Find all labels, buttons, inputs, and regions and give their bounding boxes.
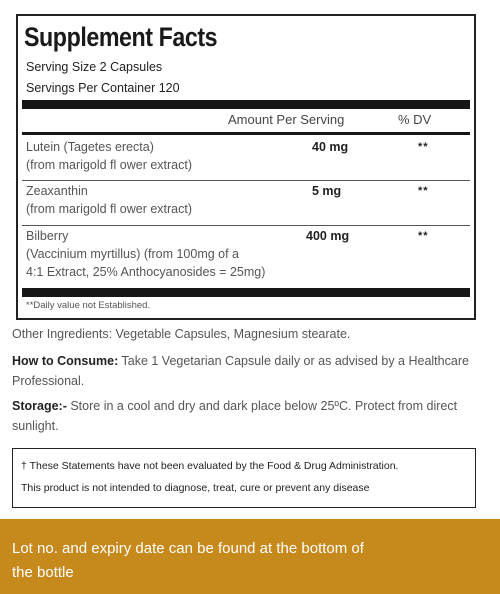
nutrient-row-lutein <box>26 138 470 174</box>
nutrient-dv: ** <box>418 185 429 197</box>
row-divider <box>22 180 470 181</box>
nutrient-source-detail: 4:1 Extract, 25% Anthocyanosides = 25mg) <box>26 265 266 279</box>
servings-per-container: Servings Per Container 120 <box>26 81 180 95</box>
how-to-consume-text: Take 1 Vegetarian Capsule daily or as advised by a Healthcare Professional. <box>12 354 469 388</box>
lot-expiry-text: Lot no. and expiry date can be found at the bottom of the bottle <box>12 540 364 581</box>
nutrient-name: Bilberry <box>26 229 69 243</box>
storage-text: Store in a cool and dry and dark place below 25ºC. Protect from direct sunlight. <box>12 399 458 433</box>
facts-header-row <box>22 112 470 132</box>
storage-label: Storage:- <box>12 399 67 413</box>
supplement-facts-panel <box>16 14 476 320</box>
nutrient-dv: ** <box>418 230 429 242</box>
nutrient-amount: 5 mg <box>312 184 342 198</box>
dv-header: % DV <box>398 112 432 127</box>
medium-divider <box>22 132 470 135</box>
disclaimer-line-2: This product is not intended to diagnose, treat, cure or prevent any disease <box>21 482 370 494</box>
facts-title: Supplement Facts <box>24 22 218 52</box>
how-to-consume <box>12 351 488 391</box>
row-divider <box>22 225 470 226</box>
nutrient-amount: 40 mg <box>312 140 349 154</box>
nutrient-row-bilberry <box>26 227 470 281</box>
fda-disclaimer <box>12 448 476 508</box>
nutrient-name: Lutein (Tagetes erecta) <box>26 140 154 154</box>
amount-per-serving-header: Amount Per Serving <box>228 112 345 127</box>
nutrient-row-zeaxanthin <box>26 182 470 218</box>
nutrient-dv: ** <box>418 141 429 153</box>
nutrient-source: (from marigold fl ower extract) <box>26 202 193 216</box>
thick-divider-top <box>22 100 470 109</box>
how-to-consume-label: How to Consume: <box>12 354 119 368</box>
nutrient-source: (Vaccinium myrtillus) (from 100mg of a <box>26 247 240 261</box>
serving-size: Serving Size 2 Capsules <box>26 60 163 74</box>
storage-instructions <box>12 396 488 436</box>
other-ingredients: Other Ingredients: Vegetable Capsules, Magnesium stearate. <box>12 327 351 341</box>
nutrient-name: Zeaxanthin <box>26 184 88 198</box>
thick-divider-bottom <box>22 288 470 297</box>
disclaimer-line-1: † These Statements have not been evaluated by the Food & Drug Administration. <box>21 460 399 472</box>
nutrient-source: (from marigold fl ower extract) <box>26 158 193 172</box>
lot-expiry-banner <box>0 519 500 594</box>
dv-footnote: **Daily value not Established. <box>26 300 151 311</box>
nutrient-amount: 400 mg <box>306 229 350 243</box>
